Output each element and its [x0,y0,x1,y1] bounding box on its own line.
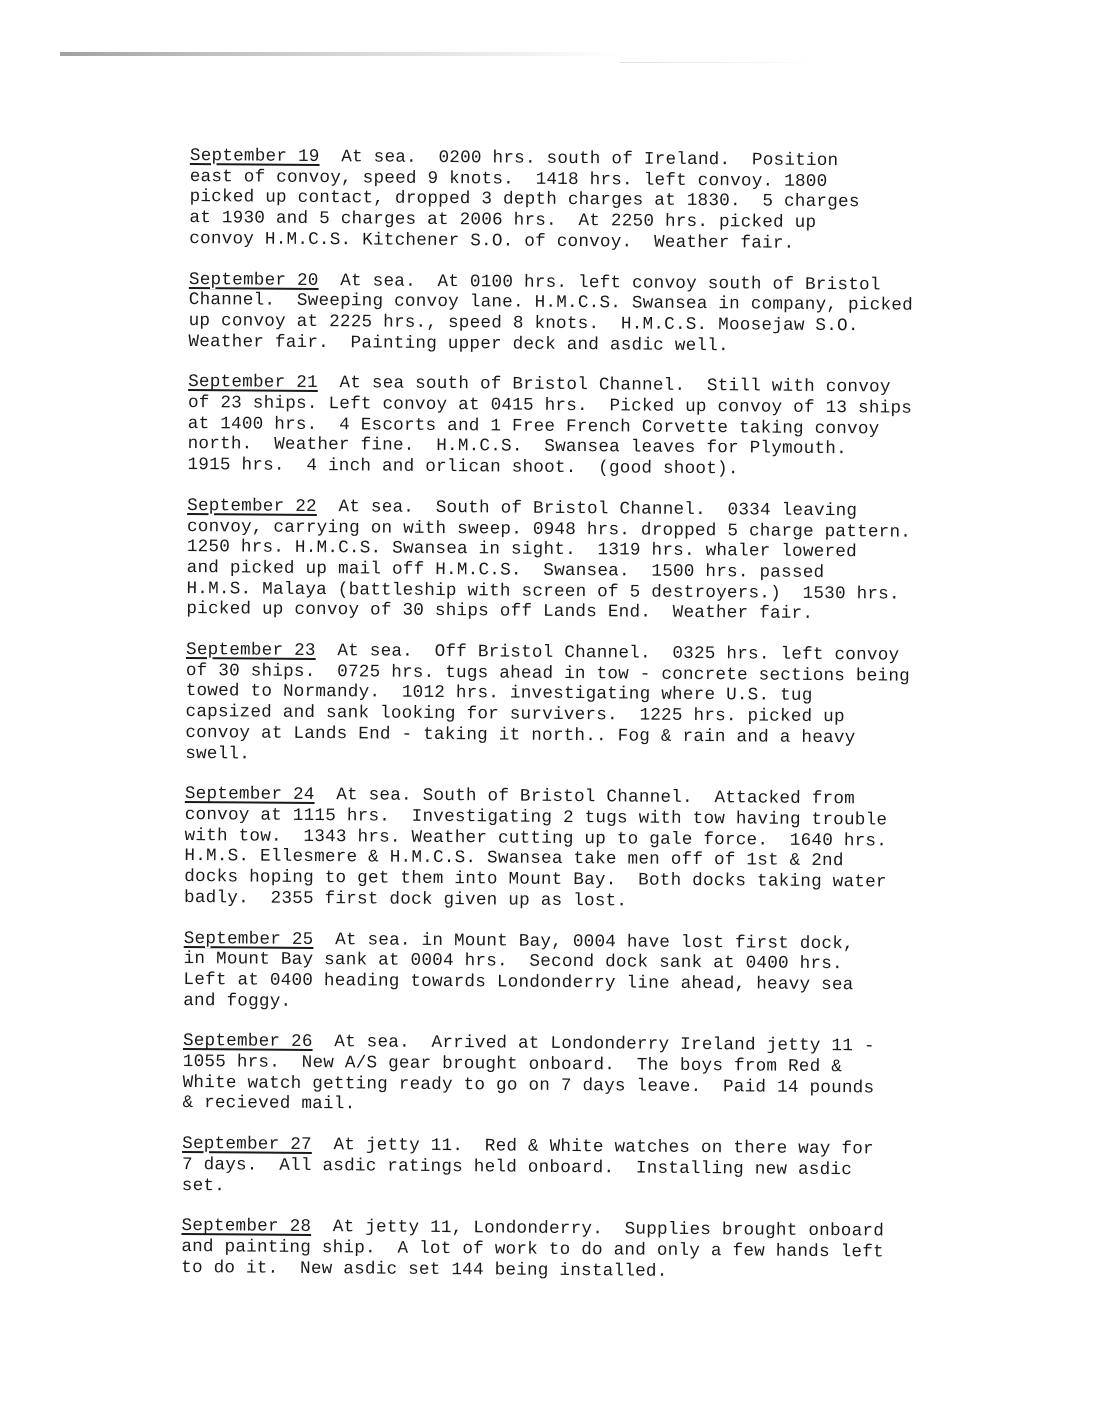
entry-line: up convoy at 2225 hrs., speed 8 knots. H.M.C.S. Moosejaw S.O. [188,310,859,337]
entry-line: 7 days. All asdic ratings held onboard. Installing new asdic [181,1154,853,1181]
entry-line: to do it. New asdic set 144 being installed. [181,1257,668,1282]
entry-line: 1250 hrs. H.M.C.S. Swansea in sight. 1319 hrs. whaler lowered [186,537,858,563]
entry-date: September 26 [182,1031,313,1053]
entry-line: picked up contact, dropped 3 depth charges at 1830. 5 charges [189,187,860,213]
entry-line: convoy, carrying on with sweep. 0948 hrs. dropped 5 charge pattern. [186,516,912,543]
entry-line: H.M.S. Ellesmere & H.M.C.S. Swansea take men off of 1st & 2nd [184,846,844,872]
entry-date: September 28 [181,1216,312,1238]
entry-line: set. [181,1175,226,1196]
entry-line: At sea. in Mount Bay, 0004 have lost first dock, [335,929,854,954]
log-entry-september-22 [186,496,1047,627]
entry-line: docks hoping to get them into Mount Bay. Both docks taking water [184,867,887,893]
entry-line: swell. [185,743,251,765]
entry-line: At sea. South of Bristol Channel. Attacked from [336,785,856,810]
entry-line: Weather fair. Painting upper deck and asdic well. [188,331,729,356]
entry-line: capsized and sank looking for survivers. 1225 hrs. picked up [185,702,845,728]
entry-line: convoy at Lands End - taking it north.. Fog & rain and a heavy [185,722,856,749]
entry-line: and painting ship. A lot of work to do and only a few hands left [181,1236,884,1263]
entry-line: At sea. Off Bristol Channel. 0325 hrs. left convoy [337,641,900,666]
log-entry-september-21 [187,372,1048,482]
entry-date: September 27 [182,1134,312,1156]
log-entry-september-27 [182,1134,1042,1203]
entry-line: of 23 ships. Left convoy at 0415 hrs. Picked up convoy of 13 ships [187,393,913,419]
entry-line: and picked up mail off H.M.C.S. Swansea. 1500 hrs. passed [186,557,825,583]
entry-line: in Mount Bay sank at 0004 hrs. Second dock sank at 0400 hrs. [183,949,843,975]
log-entry-september-24 [184,784,1045,915]
entry-line: of 30 ships. 0725 hrs. tugs ahead in tow - concrete sections being [185,660,911,687]
entry-line: Channel. Sweeping convoy lane. H.M.C.S. Swansea in company, picked [188,290,913,316]
entry-line: convoy H.M.C.S. Kitchener S.O. of convoy. Weather fair. [189,228,795,254]
entry-line: At sea south of Bristol Channel. Still with convoy [339,373,891,398]
entry-date: September 20 [188,269,319,291]
entry-line: at 1400 hrs. 4 Escorts and 1 Free French Corvette taking convoy [187,413,880,440]
entry-date: September 25 [183,928,314,950]
log-entry-september-23 [185,640,1046,771]
entry-line: At sea. Arrived at Londonderry Ireland jetty 11 - [334,1032,875,1057]
entry-line: at 1930 and 5 charges at 2006 hrs. At 2250 hrs. picked up [189,208,817,234]
entry-line: At jetty 11, Londonderry. Supplies brought onboard [332,1217,885,1242]
log-entry-september-25 [183,928,1044,1018]
entry-line: picked up convoy of 30 ships off Lands End. Weather fair. [186,599,814,625]
entry-line: At sea. 0200 hrs. south of Ireland. Position [341,147,839,172]
entry-line: 1055 hrs. New A/S gear brought onboard. The boys from Red & [182,1051,843,1078]
entry-date: September 19 [189,146,320,168]
entry-date: September 23 [185,640,316,662]
entry-line: At sea. South of Bristol Channel. 0334 leaving [338,497,858,522]
entry-line: towed to Normandy. 1012 hrs. investigating where U.S. tug [185,681,813,707]
entry-line: H.M.S. Malaya (battleship with screen of 5 destroyers.) 1530 hrs. [186,578,900,605]
entry-line: and foggy. [183,990,292,1012]
entry-line: At sea. At 0100 hrs. left convoy south of Bristol [340,270,881,295]
entry-date: September 24 [184,784,315,806]
entry-date: September 22 [187,495,317,517]
entry-line: with tow. 1343 hrs. Weather cutting up to gale force. 1640 hrs. [184,825,888,852]
entry-line: White watch getting ready to go on 7 days leave. Paid 14 pounds [182,1072,875,1099]
entry-line: & recieved mail. [182,1093,356,1115]
scan-artifact-faint-line [620,62,820,63]
entry-line: 1915 hrs. 4 inch and orlican shoot. (good shoot). [187,455,739,480]
entry-line: Left at 0400 heading towards Londonderry line ahead, heavy sea [183,969,854,996]
log-entry-september-28 [181,1216,1041,1285]
entry-line: north. Weather fine. H.M.C.S. Swansea leaves for Plymouth. [187,434,848,460]
entry-line: At jetty 11. Red & White watches on there way for [333,1135,874,1160]
log-entry-september-26 [182,1031,1043,1121]
log-document [181,146,1050,1305]
entry-line: convoy at 1115 hrs. Investigating 2 tugs with tow having trouble [184,804,888,831]
entry-line: badly. 2355 first dock given up as lost. [184,887,628,912]
scan-artifact-streak [60,52,620,56]
entry-date: September 21 [188,372,318,394]
log-entry-september-19 [189,146,1050,256]
entry-line: east of convoy, speed 9 knots. 1418 hrs. left convoy. 1800 [189,166,828,192]
log-entry-september-20 [188,270,1049,360]
